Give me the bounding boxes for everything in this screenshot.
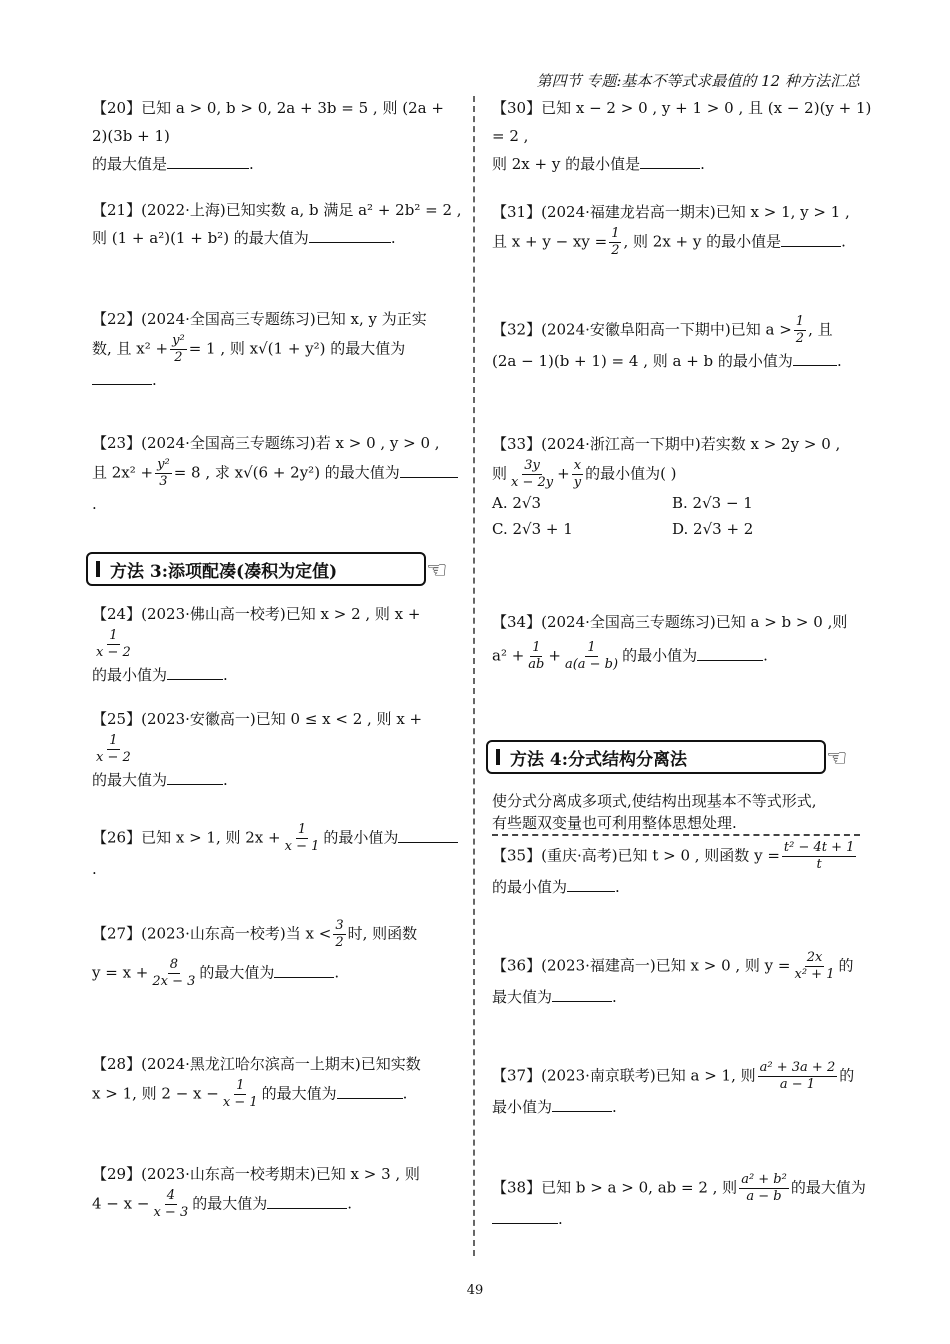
fraction-num: 1: [109, 733, 118, 748]
problem-25-text-b: 的最大值为: [92, 771, 168, 789]
problem-22-text-b: = 1 , 则 x√(1 + y²) 的最大值为: [188, 339, 406, 358]
answer-blank: [492, 1209, 558, 1224]
problem-33-choices: [492, 491, 872, 541]
fraction-den: 3: [159, 474, 168, 489]
choice-a: A. 2√3: [492, 494, 542, 512]
column-divider: [473, 96, 475, 1256]
problem-29: [92, 1160, 462, 1221]
problem-34-text: a² +: [492, 646, 525, 665]
problem-31-text-b: , 则 2x + y 的最小值是: [623, 232, 782, 251]
problem-21-text: 则 (1 + a²)(1 + b²) 的最大值为: [92, 229, 309, 247]
fraction: [170, 333, 187, 366]
problem-33-line2: [492, 458, 872, 491]
problem-31-text: 且 x + y − xy =: [492, 232, 608, 251]
fraction-den: x − 2y: [511, 475, 554, 490]
fraction: [572, 458, 583, 491]
fraction-num: 3y: [524, 458, 540, 473]
fraction: [94, 628, 133, 661]
answer-blank: [267, 1194, 347, 1209]
problem-33: [492, 430, 872, 541]
fraction-den: x − 1: [284, 839, 320, 854]
fraction: [94, 733, 133, 766]
problem-38-text-b: 的最大值为: [790, 1178, 866, 1197]
section-bar: [496, 749, 500, 765]
fraction-den: 2x − 3: [152, 974, 196, 989]
answer-blank: [400, 463, 458, 478]
problem-27-text: 【27】(2023·山东高一校考)当 x <: [92, 924, 332, 943]
fraction-num: t² − 4t + 1: [783, 840, 855, 855]
fraction: [793, 950, 837, 983]
problem-23-text-b: = 8 , 求 x√(6 + 2y²) 的最大值为: [173, 463, 400, 482]
problem-21-line1: 【21】(2022·上海)已知实数 a, b 满足 a² + 2b² = 2 ,: [92, 201, 462, 219]
problem-22-line1: 【22】(2024·全国高三专题练习)已知 x, y 为正实: [92, 310, 427, 328]
problem-32: [492, 314, 872, 375]
problem-37-line1: [492, 1060, 872, 1093]
fraction-den: x − 2: [96, 645, 131, 660]
problem-20-text: 的最大值是: [92, 155, 168, 173]
problem-23-text-a: 且 2x² +: [92, 463, 154, 482]
fraction-den: x² + 1: [794, 967, 835, 982]
problem-23: [92, 429, 462, 518]
fraction-num: x: [573, 458, 582, 473]
problem-29-text: 4 − x −: [92, 1194, 150, 1213]
answer-blank: [552, 1097, 612, 1112]
problem-28-text: x > 1, 则 2 − x −: [92, 1084, 219, 1103]
answer-blank: [793, 351, 837, 366]
problem-33-text: 则: [492, 464, 508, 483]
page-header: 第四节 专题:基本不等式求最值的 12 种方法汇总: [536, 72, 860, 90]
fraction-num: 1: [795, 314, 805, 329]
fraction: [563, 640, 620, 673]
problem-35-line1: [492, 840, 872, 873]
problem-29-line2: 4 − x − $\frac{4}{x - 3}$ 的最大值为 .: [92, 1188, 353, 1220]
problem-29-line1: 【29】(2023·山东高一校考期末)已知 x > 3 , 则: [92, 1165, 420, 1183]
problem-20: [92, 94, 462, 178]
problem-21-line2: 则 (1 + a²)(1 + b²) 的最大值为 .: [92, 229, 396, 247]
answer-blank: [92, 370, 152, 385]
fraction-num: 1: [587, 640, 596, 655]
problem-24: [92, 600, 462, 689]
fraction-num: 4: [166, 1188, 175, 1203]
fraction-num: y²: [157, 457, 170, 472]
fraction-den: y: [573, 475, 582, 490]
fraction-den: x − 3: [153, 1205, 189, 1220]
pointing-hand-icon: ☜: [426, 556, 448, 584]
page-number: 49: [466, 1283, 484, 1298]
fraction: [150, 957, 197, 990]
problem-22: [92, 305, 462, 394]
problem-27-text-c: y = x +: [92, 963, 149, 982]
section-bar: [96, 561, 100, 577]
problem-34-line2: a² + $\frac{1}{ab}$ + $\frac{1}{a(a - b)}$ 的最小值为 .: [492, 640, 768, 672]
problem-33-line1: 【33】(2024·浙江高一下期中)若实数 x > 2y > 0 ,: [492, 435, 841, 453]
answer-blank: [640, 154, 700, 169]
fraction-num: a² + b²: [741, 1172, 787, 1187]
problem-23-line1: 【23】(2024·全国高三专题练习)若 x > 0 , y > 0 ,: [92, 434, 440, 452]
problem-20-line2: 的最大值是 .: [92, 155, 254, 173]
fraction-den: 2: [174, 350, 183, 365]
problem-38: [492, 1172, 872, 1233]
problem-22-line2: 数, 且 x² + $\frac{\text{y²}}{2}$ = 1 , 则 x√(1 + y²) 的最大值为.: [92, 333, 406, 389]
problem-38-line1: [492, 1172, 872, 1205]
problem-23-line2: 且 2x² + $\frac{\text{y²}}{3}$ = 8 , 求 x√(6 + 2y²) 的最大值为.: [92, 457, 462, 518]
fraction-num: 2x: [806, 950, 823, 965]
answer-blank: [274, 963, 334, 978]
pointing-hand-icon: ☜: [826, 744, 848, 772]
answer-blank: [567, 877, 615, 892]
answer-blank: [309, 228, 391, 243]
fraction: [609, 226, 621, 259]
answer-blank: [697, 646, 763, 661]
problem-30-text: 则 2x + y 的最小值是: [492, 155, 641, 173]
problem-33-text-c: 的最小值为( ): [585, 464, 677, 483]
problem-28-text-b: 的最大值为: [261, 1084, 337, 1103]
note-line-2: 有些题双变量也可利用整体思想处理.: [492, 814, 737, 832]
problem-33-text-b: +: [557, 464, 570, 483]
problem-32-line1: [492, 314, 872, 347]
problem-31-line2: 且 x + y − xy = $\frac{1}{2}$ , 则 2x + y 的最小值是 .: [492, 226, 846, 258]
problem-24-text-b: 的最小值为: [92, 666, 168, 684]
problem-27: [92, 918, 462, 990]
fraction: [509, 458, 555, 491]
fraction: [782, 840, 857, 873]
problem-26-text: 【26】已知 x > 1, 则 2x +: [92, 828, 281, 847]
problem-29-text-b: 的最大值为: [192, 1194, 268, 1213]
problem-30: [492, 94, 872, 178]
fraction: [758, 1060, 838, 1093]
choice-c: C. 2√3 + 1: [492, 520, 573, 538]
fraction-num: 3: [335, 918, 344, 933]
problem-37-text: 【37】(2023·南京联考)已知 a > 1, 则: [492, 1066, 756, 1085]
fraction-den: t: [816, 857, 822, 872]
problem-37-text-c: 最小值为: [492, 1098, 553, 1116]
note-line-1: 使分式分离成多项式,使结构出现基本不等式形式,: [492, 792, 817, 810]
choice-d: D. 2√3 + 2: [672, 520, 754, 538]
problem-21: [92, 196, 462, 252]
fraction-num: 1: [611, 226, 620, 241]
fraction: [151, 1188, 190, 1221]
problem-34-text-c: 的最小值为: [622, 646, 698, 665]
problem-27-line1: [92, 918, 462, 951]
fraction-den: a − b: [746, 1189, 782, 1204]
problem-35-text: 【35】(重庆·高考)已知 t > 0 , 则函数 y =: [492, 846, 780, 865]
problem-28: [92, 1050, 462, 1111]
fraction-num: 1: [297, 822, 307, 837]
fraction-num: a² + 3a + 2: [759, 1060, 836, 1075]
problem-24-line2: 的最小值为 .: [92, 666, 228, 684]
problem-36-text-c: 最大值为: [492, 988, 553, 1006]
fraction-den: x − 1: [222, 1095, 258, 1110]
section-title: 方法 4:分式结构分离法: [510, 749, 688, 770]
problem-31-line1: 【31】(2024·福建龙岩高一期末)已知 x > 1, y > 1 ,: [492, 203, 850, 221]
problem-24-text: 【24】(2023·佛山高一校考)已知 x > 2 , 则 x +: [92, 605, 421, 623]
problem-32-text-b: , 且: [808, 320, 833, 339]
fraction-num: y²: [172, 333, 185, 348]
problem-27-line2: y = x + $\frac{8}{2x - 3}$ 的最大值为 .: [92, 957, 340, 989]
problem-24-line1: [92, 600, 462, 661]
problem-38-line2: .: [492, 1205, 872, 1233]
problem-25: [92, 705, 462, 794]
problem-30-line1: 【30】已知 x − 2 > 0 , y + 1 > 0 , 且 (x − 2)(y + 1) = 2 ,: [492, 99, 872, 145]
method-4-note: [492, 790, 872, 834]
note-dashed-line: [492, 834, 860, 836]
fraction-den: 2: [611, 243, 620, 258]
problem-35-text-b: 的最小值为: [492, 878, 568, 896]
answer-blank: [167, 665, 223, 680]
problem-32-line2: (2a − 1)(b + 1) = 4 , 则 a + b 的最小值为 .: [492, 352, 842, 370]
section-title: 方法 3:添项配凑(凑积为定值): [110, 561, 338, 582]
fraction-num: 1: [236, 1078, 245, 1093]
problem-26: [92, 822, 462, 883]
fraction-den: ab: [528, 657, 545, 672]
problem-26-line1: 【26】已知 x > 1, 则 2x + $\frac{1}{x - 1}$ 的最小值为.: [92, 822, 462, 883]
answer-blank: [167, 154, 249, 169]
problem-28-line1: 【28】(2024·黑龙江哈尔滨高一上期末)已知实数: [92, 1055, 421, 1073]
problem-38-text: 【38】已知 b > a > 0, ab = 2 , 则: [492, 1178, 738, 1197]
problem-34-text-b: +: [548, 646, 561, 665]
fraction: [283, 822, 322, 855]
fraction: [526, 640, 546, 673]
problem-36-text-b: 的: [838, 956, 854, 975]
fraction: [333, 918, 345, 951]
problem-27-text-d: 的最大值为: [199, 963, 275, 982]
section-method-4: [486, 740, 826, 774]
problem-37-text-b: 的: [839, 1066, 855, 1085]
problem-36-line2: 最大值为 .: [492, 988, 617, 1006]
problem-25-text: 【25】(2023·安徽高一)已知 0 ≤ x < 2 , 则 x +: [92, 710, 423, 728]
fraction: [794, 314, 806, 347]
problem-37-line2: 最小值为 .: [492, 1098, 617, 1116]
problem-35: [492, 840, 872, 901]
answer-blank: [167, 770, 223, 785]
choice-b: B. 2√3 − 1: [672, 494, 753, 512]
problem-25-line2: 的最大值为 .: [92, 771, 228, 789]
problem-26-text-b: 的最小值为: [323, 828, 399, 847]
answer-blank: [552, 987, 612, 1002]
section-method-3: [86, 552, 426, 586]
fraction-den: 2: [335, 935, 344, 950]
problem-36-text: 【36】(2023·福建高一)已知 x > 0 , 则 y =: [492, 956, 791, 975]
problem-30-line2: 则 2x + y 的最小值是 .: [492, 155, 705, 173]
fraction-num: 8: [169, 957, 179, 972]
problem-36-line1: [492, 950, 872, 983]
fraction-den: x − 2: [96, 750, 131, 765]
problem-28-line2: x > 1, 则 2 − x − $\frac{1}{x - 1}$ 的最大值为 .: [92, 1078, 408, 1110]
problem-20-line1: 【20】已知 a > 0, b > 0, 2a + 3b = 5 , 则 (2a + 2)(3b + 1): [92, 99, 444, 145]
problem-32-text: 【32】(2024·安徽阜阳高一下期中)已知 a >: [492, 320, 792, 339]
fraction-den: 2: [795, 331, 805, 346]
fraction-den: a − 1: [779, 1077, 816, 1092]
problem-35-line2: 的最小值为 .: [492, 878, 620, 896]
problem-34: [492, 608, 872, 673]
fraction-num: 1: [109, 628, 118, 643]
problem-27-text-b: 时, 则函数: [347, 924, 418, 943]
answer-blank: [398, 828, 458, 843]
problem-32-text-c: (2a − 1)(b + 1) = 4 , 则 a + b 的最小值为: [492, 352, 793, 370]
fraction: [221, 1078, 260, 1111]
problem-34-line1: 【34】(2024·全国高三专题练习)已知 a > b > 0 ,则: [492, 613, 848, 631]
problem-31: [492, 198, 872, 259]
fraction-num: 1: [532, 640, 541, 655]
answer-blank: [781, 232, 841, 247]
problem-36: [492, 950, 872, 1011]
problem-25-line1: [92, 705, 462, 766]
answer-blank: [337, 1084, 403, 1099]
problem-22-text-a: 数, 且 x² +: [92, 339, 169, 358]
fraction-den: a(a − b): [564, 657, 619, 672]
fraction: [739, 1172, 789, 1205]
fraction: [155, 457, 172, 490]
problem-37: [492, 1060, 872, 1121]
